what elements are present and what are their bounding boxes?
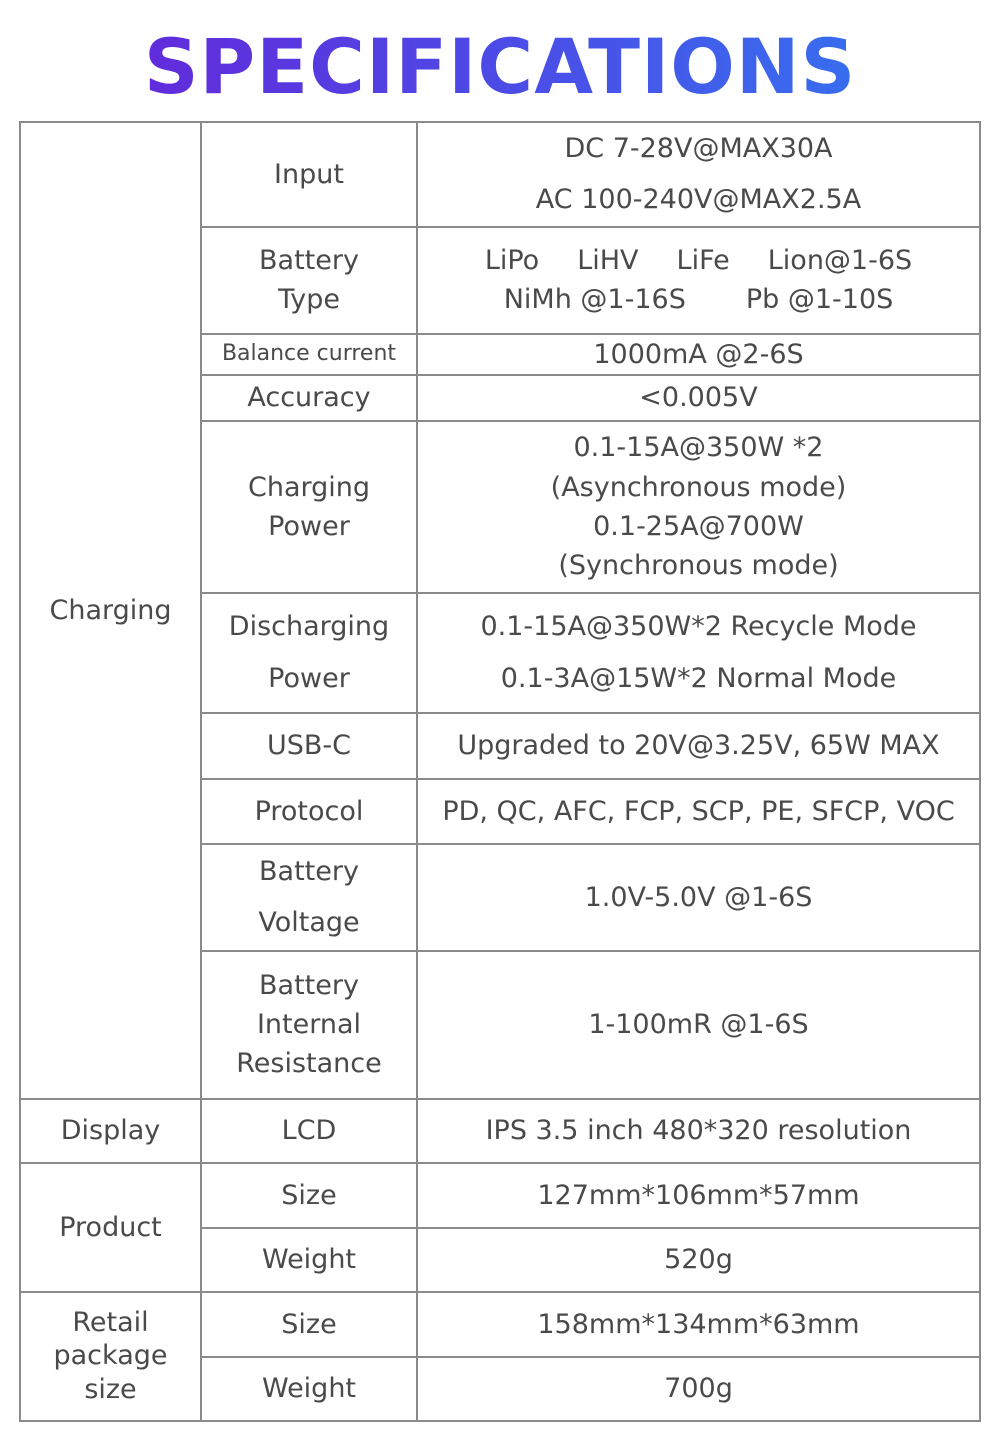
charging-async-value: 0.1-15A@350W *2: [573, 432, 824, 464]
row-label-input: Input: [201, 122, 417, 227]
label-line: Charging: [247, 471, 371, 503]
row-value-lcd: IPS 3.5 inch 480*320 resolution: [417, 1099, 980, 1163]
row-value-input: [417, 122, 980, 227]
battery-type-lion: Lion@1-6S: [767, 244, 913, 276]
input-ac: AC 100-240V@MAX2.5A: [535, 184, 862, 216]
row-value-discharging-power: [417, 593, 980, 713]
row-value-product-weight: 520g: [417, 1228, 980, 1292]
battery-type-pb: Pb @1-10S: [745, 284, 894, 316]
label-line: Battery: [259, 855, 359, 887]
row-value-package-weight: 700g: [417, 1357, 980, 1421]
charging-async-mode: (Asynchronous mode): [550, 471, 847, 503]
charging-sync-mode: (Synchronous mode): [558, 549, 839, 581]
label-line: Power: [268, 510, 350, 542]
battery-type-life: LiFe: [676, 244, 730, 276]
row-value-battery-voltage: 1.0V-5.0V @1-6S: [417, 844, 980, 951]
page-title: SPECIFICATIONS: [0, 22, 1000, 112]
table-row: [20, 1099, 980, 1163]
label-line: Retail: [72, 1306, 149, 1338]
row-value-battery-type: [417, 227, 980, 334]
table-row: [20, 1163, 980, 1228]
row-label-product-weight: Weight: [201, 1228, 417, 1292]
row-label-charging-power: [201, 421, 417, 593]
row-label-battery-type: [201, 227, 417, 334]
label-line: Battery: [259, 970, 359, 1002]
discharging-recycle-mode: 0.1-15A@350W*2 Recycle Mode: [480, 611, 917, 643]
table-row: [20, 122, 980, 227]
label-line: Internal: [256, 1009, 362, 1041]
battery-type-line-1: [422, 241, 975, 280]
row-value-product-size: 127mm*106mm*57mm: [417, 1163, 980, 1228]
group-retail-package-size: [20, 1292, 201, 1421]
discharging-normal-mode: 0.1-3A@15W*2 Normal Mode: [500, 662, 897, 694]
label-line: Resistance: [236, 1048, 382, 1080]
label-line: package: [53, 1340, 168, 1372]
charging-sync-value: 0.1-25A@700W: [593, 510, 804, 542]
row-label-internal-resistance: [201, 951, 417, 1099]
group-display: Display: [20, 1099, 201, 1163]
row-label-package-size: Size: [201, 1292, 417, 1357]
row-label-protocol: Protocol: [201, 779, 417, 844]
row-value-usb-c: Upgraded to 20V@3.25V, 65W MAX: [417, 713, 980, 779]
label-line: Discharging: [228, 611, 390, 643]
row-label-battery-voltage: [201, 844, 417, 951]
row-value-internal-resistance: 1-100mR @1-6S: [417, 951, 980, 1099]
battery-type-lihv: LiHV: [577, 244, 639, 276]
row-label-lcd: LCD: [201, 1099, 417, 1163]
row-value-balance-current: 1000mA @2-6S: [417, 334, 980, 375]
row-value-package-size: 158mm*134mm*63mm: [417, 1292, 980, 1357]
battery-type-lipo: LiPo: [484, 244, 540, 276]
label-line: Battery: [259, 244, 359, 276]
group-product: Product: [20, 1163, 201, 1292]
row-value-protocol: PD, QC, AFC, FCP, SCP, PE, SFCP, VOC: [417, 779, 980, 844]
row-label-balance-current: Balance current: [201, 334, 417, 375]
label-line: Voltage: [258, 907, 360, 939]
battery-type-line-2: [422, 280, 975, 319]
group-charging: Charging: [20, 122, 201, 1099]
row-label-product-size: Size: [201, 1163, 417, 1228]
row-label-discharging-power: [201, 593, 417, 713]
label-line: Power: [268, 662, 350, 694]
row-value-accuracy: <0.005V: [417, 375, 980, 421]
label-line: Type: [277, 284, 340, 316]
spec-table: [19, 121, 981, 1422]
table-row: [20, 1292, 980, 1357]
battery-type-nimh: NiMh @1-16S: [503, 284, 686, 316]
row-label-package-weight: Weight: [201, 1357, 417, 1421]
input-dc: DC 7-28V@MAX30A: [564, 133, 833, 164]
row-label-usb-c: USB-C: [201, 713, 417, 779]
row-value-charging-power: [417, 421, 980, 593]
label-line: size: [84, 1374, 137, 1406]
row-label-accuracy: Accuracy: [201, 375, 417, 421]
